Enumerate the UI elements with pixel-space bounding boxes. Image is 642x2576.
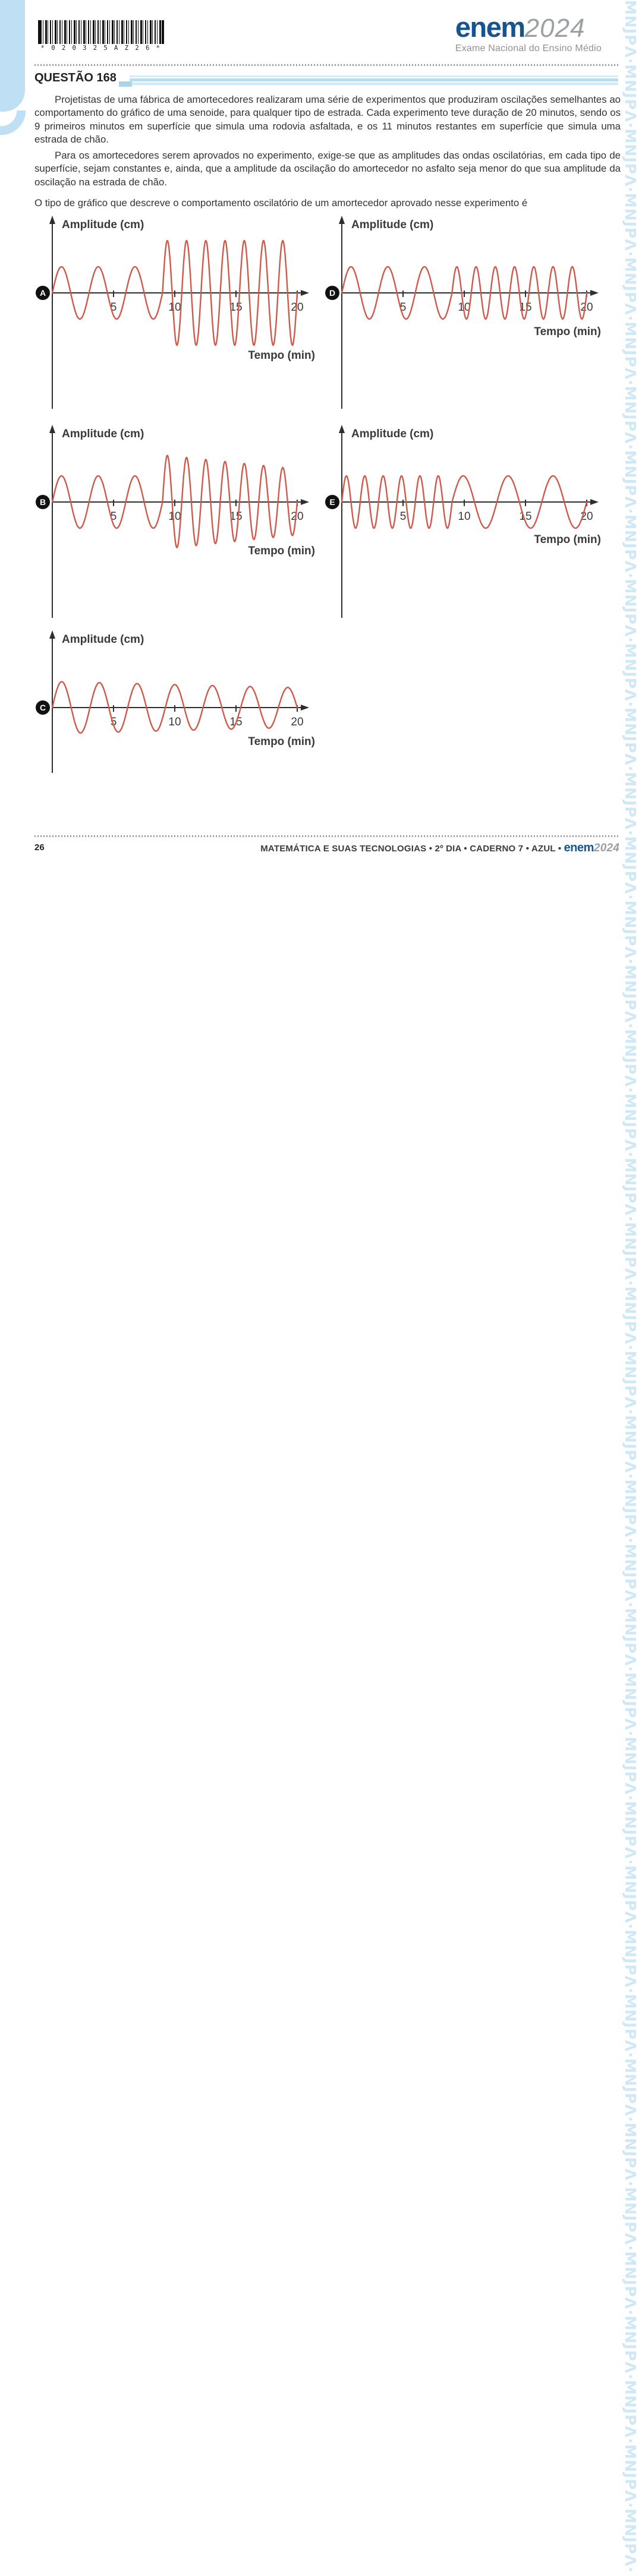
option-badge-c: C	[36, 700, 50, 715]
question-paragraph-2: Para os amortecedores serem aprovados no experimento, exige-se que as amplitudes das ondas oscilatórias, em cada tipo de superfície, sejam constantes e, ainda, que a amplitude da oscilação do amortecedor no asfalto seja menor do que sua amplitude da oscilação na estrada de chão.	[34, 150, 621, 188]
svg-text:15: 15	[229, 510, 243, 523]
svg-text:5: 5	[110, 716, 117, 728]
svg-text:15: 15	[519, 510, 532, 523]
svg-text:15: 15	[229, 716, 243, 728]
svg-text:5: 5	[110, 301, 117, 314]
barcode-bars-icon	[38, 20, 164, 44]
barcode-text: * 0 2 0 3 2 5 A Z 2 6 *	[40, 45, 162, 52]
footer-caption	[23, 841, 619, 855]
enem-logo-subtitle: Exame Nacional do Ensino Médio	[455, 43, 602, 53]
question-paragraph-1: Projetistas de uma fábrica de amortecedores realizaram uma série de experimentos que produziram oscilações semelhantes ao comportamento do gráfico de uma senoide, para qualquer tipo de estrada. Cada experimento teve duração de 20 minutos, sendo os 9 primeiros minutos em superfície que simula uma rodovia asfaltada, e os 11 minutos restantes em superfície que simula uma estrada de chão.	[34, 94, 621, 145]
question-stem: O tipo de gráfico que descreve o comportamento oscilatório de um amortecedor aprovado nesse experimento é	[34, 197, 528, 209]
option-badge-a: A	[36, 286, 50, 300]
svg-text:10: 10	[458, 510, 471, 523]
barcode	[38, 20, 164, 52]
left-blue-arc-decoration	[0, 111, 33, 144]
footer-separator	[34, 835, 619, 837]
svg-text:10: 10	[168, 510, 181, 523]
y-axis-label: Amplitude (cm)	[62, 219, 144, 231]
svg-text:20: 20	[580, 301, 593, 314]
svg-text:20: 20	[291, 716, 304, 728]
chart-option-b	[34, 423, 321, 619]
enem-logo-word: enem	[455, 11, 525, 43]
sine-wave-plot-c	[34, 629, 321, 774]
svg-text:10: 10	[458, 301, 471, 314]
x-axis-label: Tempo (min)	[248, 735, 315, 748]
footer-text: MATEMÁTICA E SUAS TECNOLOGIAS • 2º DIA • CADERNO 7 • AZUL •	[260, 844, 564, 854]
chart-option-d	[324, 214, 610, 410]
sine-wave-plot-d	[324, 214, 610, 410]
y-axis-label: Amplitude (cm)	[62, 428, 144, 440]
sine-wave-plot-b	[34, 423, 321, 619]
y-axis-label: Amplitude (cm)	[351, 219, 434, 231]
y-axis-label: Amplitude (cm)	[351, 428, 434, 440]
x-axis-label: Tempo (min)	[248, 349, 315, 362]
svg-text:5: 5	[110, 510, 117, 523]
option-badge-e: E	[325, 495, 339, 509]
question-header-bar	[130, 75, 618, 85]
x-axis-label: Tempo (min)	[248, 545, 315, 557]
x-axis-label: Tempo (min)	[534, 326, 601, 338]
footer-enem-year: 2024	[593, 842, 619, 854]
svg-text:20: 20	[580, 510, 593, 523]
svg-text:15: 15	[229, 301, 243, 314]
svg-text:20: 20	[291, 301, 304, 314]
option-badge-d: D	[325, 286, 339, 300]
svg-text:5: 5	[399, 301, 407, 314]
x-axis-label: Tempo (min)	[534, 533, 601, 546]
question-number: QUESTÃO 168	[34, 71, 117, 84]
header-separator	[34, 64, 619, 66]
y-axis-label: Amplitude (cm)	[62, 633, 144, 646]
left-blue-bar-decoration	[0, 0, 25, 112]
option-badge-b: B	[36, 495, 50, 509]
chart-option-a	[34, 214, 321, 410]
svg-text:10: 10	[168, 716, 181, 728]
chart-option-c	[34, 629, 321, 774]
right-watermark-pattern: MNЈPΛ·MNЈPΛ·MNЈPΛ·MNЈPΛ·MNЈPΛ·MNЈPΛ·MNЈPΛ·MNЈPΛ·MNЈPΛ·MNЈPΛ·MNЈPΛ·MNЈPΛ·MNЈPΛ·MNЈPΛ·MNЈPΛ·MNЈPΛ·MNЈPΛ·MNЈPΛ·MNЈPΛ·MNЈPΛ·MNЈPΛ·MNЈPΛ·MNЈPΛ·MNЈPΛ·MNЈPΛ·MNЈPΛ·MNЈPΛ·MNЈPΛ·MNЈPΛ·MNЈPΛ·MNЈPΛ·MNЈPΛ·MNЈPΛ·MNЈPΛ·MNЈPΛ·MNЈPΛ·MNЈPΛ·MNЈPΛ·MNЈPΛ·MNЈPΛ·	[622, 0, 639, 2573]
page-number: 26	[34, 842, 45, 853]
svg-text:5: 5	[399, 510, 407, 523]
svg-text:20: 20	[291, 510, 304, 523]
svg-text:10: 10	[168, 301, 181, 314]
footer-enem-logo: enem	[564, 841, 594, 854]
chart-option-e	[324, 423, 610, 619]
sine-wave-plot-e	[324, 423, 610, 619]
question-header-bar-tab	[119, 81, 132, 87]
svg-text:15: 15	[519, 301, 532, 314]
sine-wave-plot-a	[34, 214, 321, 410]
enem-logo-year: 2024	[524, 14, 586, 43]
enem-logo	[455, 13, 602, 53]
